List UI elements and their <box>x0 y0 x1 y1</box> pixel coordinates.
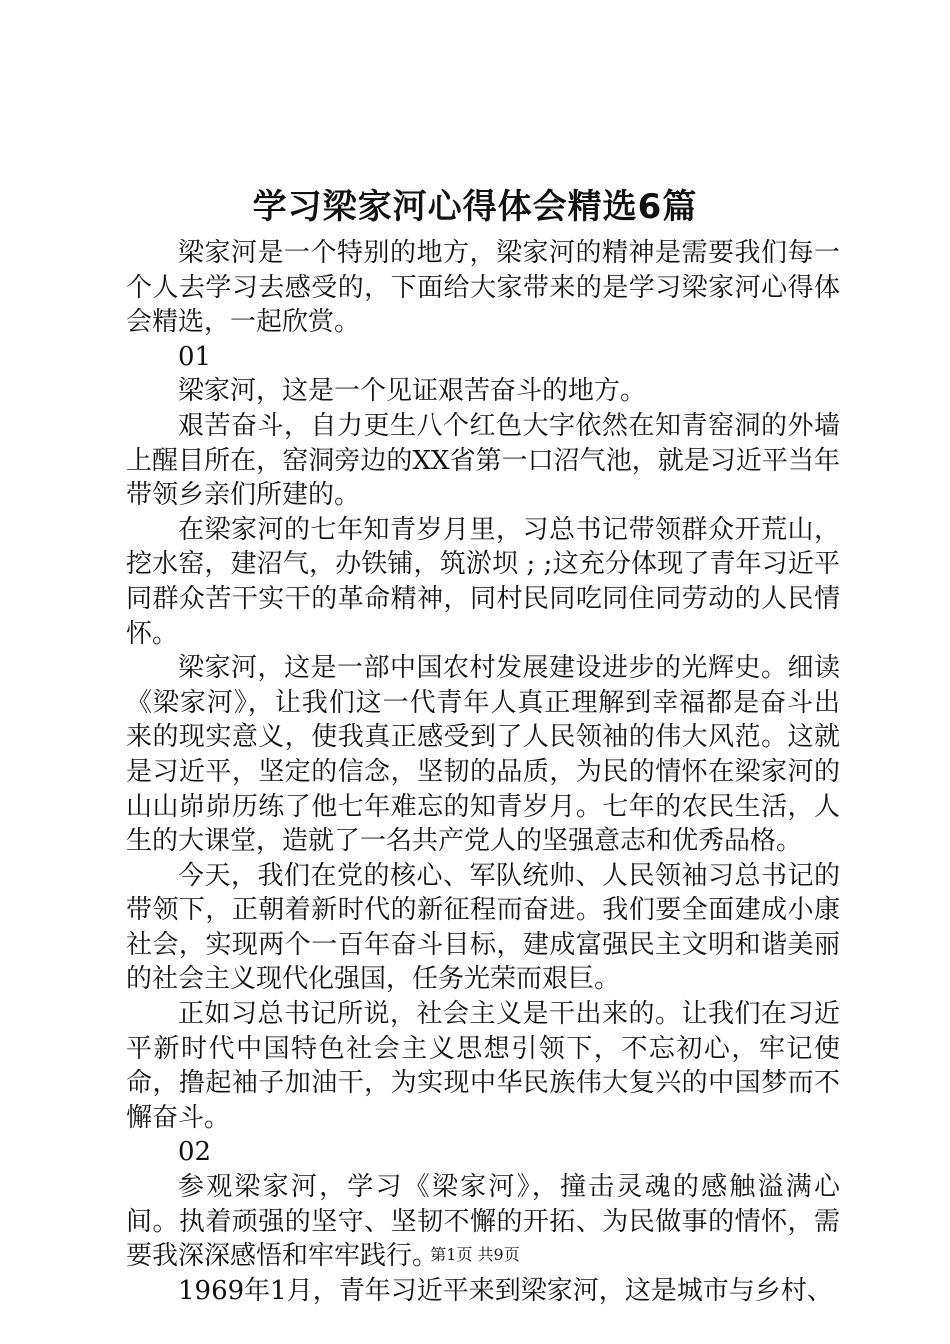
body-paragraph: 今天，我们在党的核心、军队统帅、人民领袖习总书记的带领下，正朝着新时代的新征程而奋进。我们要全面建成小康社会，实现两个一百年奋斗目标，建成富强民主文明和谐美丽的社会主义现代化强国，任务光荣而艰巨。 <box>126 860 840 995</box>
document-title: 学习梁家河心得体会精选6篇 <box>252 187 698 227</box>
body-paragraph: 梁家河，这是一部中国农村发展建设进步的光辉史。细读《梁家河》，让我们这一代青年人真正理解到幸福都是奋斗出来的现实意义，使我真正感受到了人民领袖的伟大风范。这就是习近平，坚定的信念，坚韧的品质，为民的情怀在梁家河的山山峁峁历练了他七年难忘的知青岁月。七年的农民生活，人生的大课堂，造就了一名共产党人的坚强意志和优秀品格。 <box>126 653 840 857</box>
page-number: 第1页 <box>430 1245 473 1264</box>
body-paragraph: 正如习总书记所说，社会主义是干出来的。让我们在习近平新时代中国特色社会主义思想引领下，不忘初心，牢记使命，撸起袖子加油干，为实现中华民族伟大复兴的中国梦而不懈奋斗。 <box>126 999 840 1133</box>
section-number-01: 01 <box>178 341 212 372</box>
section-number-02: 02 <box>178 1137 212 1168</box>
body-paragraph: 参观梁家河，学习《梁家河》，撞击灵魂的感触溢满心间。执着顽强的坚守、坚韧不懈的开拓、为民做事的情怀，需要我深深感悟和牢牢践行。 <box>126 1172 840 1272</box>
document-body <box>126 236 840 1308</box>
body-paragraph: 在梁家河的七年知青岁月里，习总书记带领群众开荒山，挖水窑，建沼气，办铁铺，筑淤坝 ; ;这充分体现了青年习近平同群众苦干实干的革命精神，同村民同吃同住同劳动的人民情怀。 <box>126 514 840 649</box>
body-paragraph: 梁家河，这是一个见证艰苦奋斗的地方。 <box>178 376 647 407</box>
page-total: 共9页 <box>477 1245 520 1264</box>
intro-paragraph: 梁家河是一个特别的地方，梁家河的精神是需要我们每一个人去学习去感受的，下面给大家带来的是学习梁家河心得体会精选，一起欣赏。 <box>126 238 840 338</box>
body-paragraph: 艰苦奋斗，自力更生八个红色大字依然在知青窑洞的外墙上醒目所在，窑洞旁边的XX省第一口沼气池，就是习近平当年带领乡亲们所建的。 <box>126 410 840 511</box>
body-paragraph: 1969年1月，青年习近平来到梁家河，这是城市与乡村、 <box>178 1275 833 1306</box>
page-footer <box>0 1244 950 1266</box>
